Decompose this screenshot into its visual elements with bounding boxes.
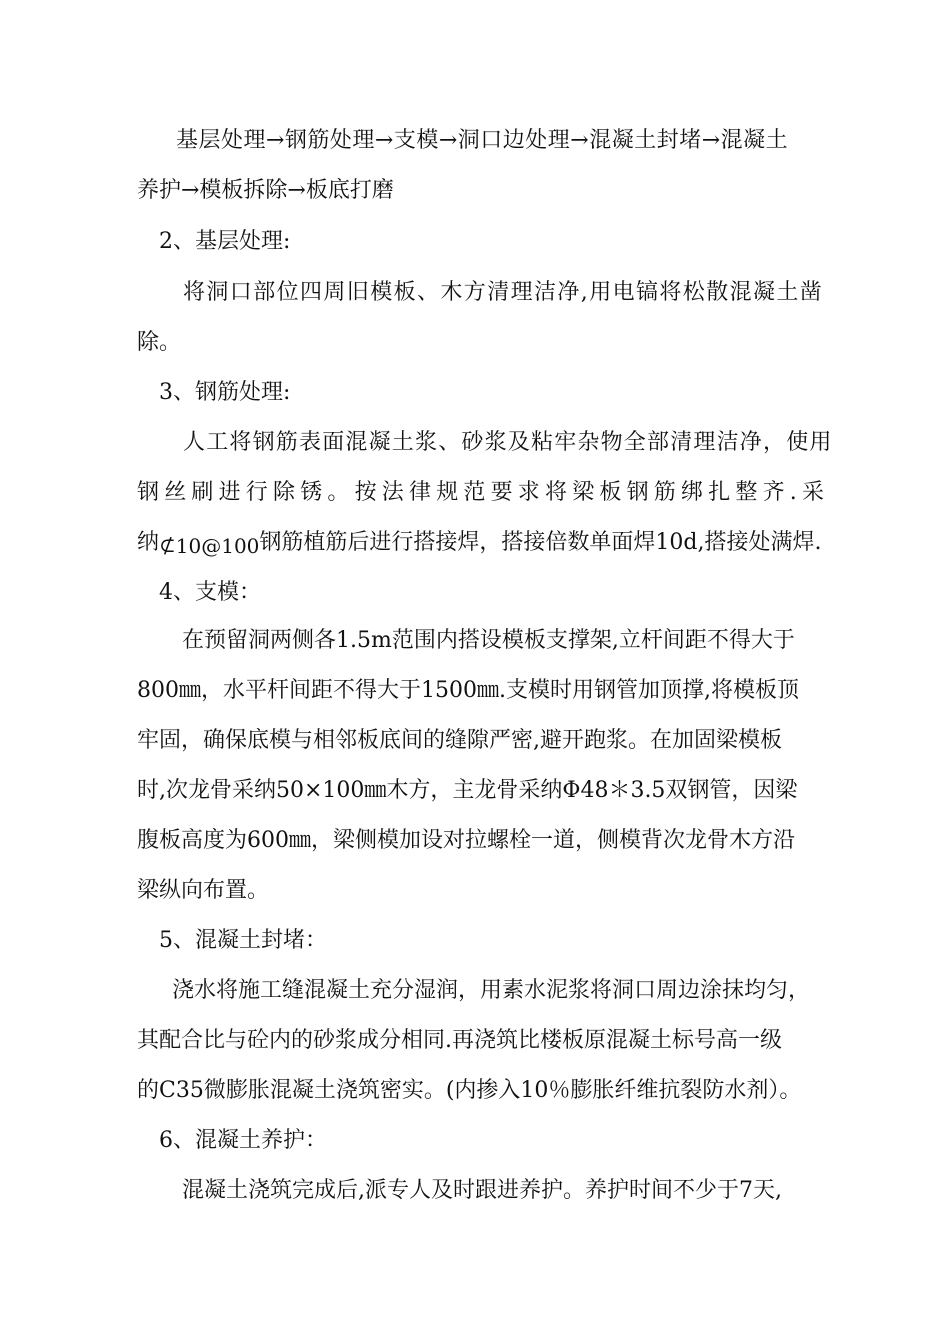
paragraph-formwork-line-2: 800㎜，水平杆间距不得大于1500㎜.支模时用钢管加顶撑,将模板顶 — [137, 678, 799, 703]
paragraph-formwork-line-1: 在预留洞两侧各1.5m范围内搭设模板支撑架,立杆间距不得大于 — [182, 628, 795, 653]
section-heading-base-treatment: 2、基层处理: — [159, 229, 291, 254]
process-flow-line-1: 基层处理→钢筋处理→支模→洞口边处理→混凝土封堵→混凝土 — [176, 128, 789, 153]
section-heading-concrete-curing: 6、混凝土养护： — [159, 1128, 327, 1153]
paragraph-sealing-line-2: 其配合比与砼内的砂浆成分相同.再浇筑比楼板原混凝土标号高一级 — [137, 1028, 782, 1053]
rebar-diameter-symbol: ⊄ — [159, 533, 176, 557]
paragraph-formwork-line-6: 梁纵向布置。 — [137, 878, 270, 903]
paragraph-sealing-line-1: 浇水将施工缝混凝土充分湿润，用素水泥浆将洞口周边涂抹均匀， — [172, 978, 811, 1003]
rebar-line-suffix: 钢筋植筋后进行搭接焊，搭接倍数单面焊10d,搭接处满焊. — [259, 530, 822, 555]
paragraph-rebar-line-2: 钢丝刷进行除锈。按法律规范要求将梁板钢筋绑扎整齐.采 — [137, 480, 830, 505]
paragraph-sealing-line-3: 的C35微膨胀混凝土浇筑密实。(内掺入10％膨胀纤维抗裂防水剂）。 — [137, 1078, 802, 1103]
rebar-spacing-spec: 10@100 — [175, 534, 260, 558]
paragraph-formwork-line-5: 腹板高度为600㎜，梁侧模加设对拉螺栓一道，侧模背次龙骨木方沿 — [137, 828, 795, 853]
paragraph-rebar-line-1: 人工将钢筋表面混凝土浆、砂浆及粘牢杂物全部清理洁净，使用 — [183, 430, 833, 455]
paragraph-base-treatment-line-2: 除。 — [137, 330, 182, 355]
paragraph-curing-line-1: 混凝土浇筑完成后,派专人及时跟进养护。养护时间不少于7天, — [182, 1178, 782, 1203]
section-heading-rebar-treatment: 3、钢筋处理: — [159, 380, 291, 405]
section-heading-formwork: 4、支模： — [159, 580, 261, 605]
paragraph-formwork-line-3: 牢固，确保底模与相邻板底间的缝隙严密,避开跑浆。在加固梁模板 — [137, 728, 782, 753]
section-heading-concrete-sealing: 5、混凝土封堵： — [159, 928, 327, 953]
process-flow-line-2: 养护→模板拆除→板底打磨 — [137, 178, 394, 203]
rebar-line-prefix: 纳 — [137, 530, 160, 555]
paragraph-rebar-line-3 — [137, 528, 821, 561]
paragraph-formwork-line-4: 时,次龙骨采纳50×100㎜木方，主龙骨采纳Φ48＊3.5双钢管，因梁 — [137, 778, 798, 803]
paragraph-base-treatment-line-1: 将洞口部位四周旧模板、木方清理洁净,用电镐将松散混凝土凿 — [183, 280, 824, 305]
